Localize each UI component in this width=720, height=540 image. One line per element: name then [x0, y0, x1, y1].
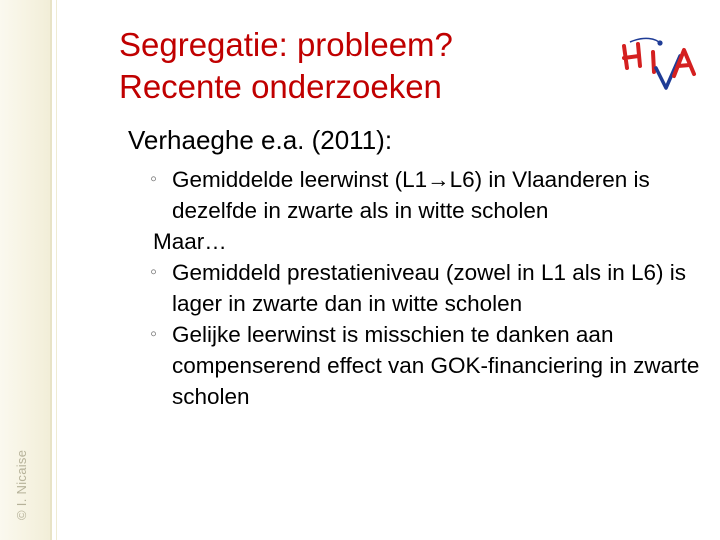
bullet-text: Gelijke leerwinst is misschien te danken aan compenserend effect van GOK-financiering in zwarte scholen: [172, 322, 700, 409]
bullet-marker: ◦: [150, 323, 158, 345]
slide-title: [119, 24, 453, 108]
bullet-marker: ◦: [150, 168, 158, 190]
bullet-item: [150, 319, 710, 412]
copyright-notice: © I. Nicaise: [14, 449, 29, 520]
slide-body: [150, 164, 710, 412]
title-line-2: Recente onderzoeken: [119, 68, 442, 105]
side-divider: [50, 0, 52, 540]
hiva-logo: [620, 32, 700, 92]
bullet-text: Gemiddelde leerwinst (L1→L6) in Vlaanderen is dezelfde in zwarte als in witte scholen: [172, 167, 650, 223]
bullet-marker: ◦: [150, 261, 158, 283]
title-line-1: Segregatie: probleem?: [119, 26, 453, 63]
bullet-text: Gemiddeld prestatieniveau (zowel in L1 als in L6) is lager in zwarte dan in witte scholen: [172, 260, 687, 316]
reference-heading: Verhaeghe e.a. (2011):: [128, 125, 393, 155]
bullet-item: [150, 257, 710, 319]
interjection-text: Maar…: [153, 229, 227, 254]
bullet-item: [150, 164, 710, 226]
side-divider-thin: [56, 0, 57, 540]
